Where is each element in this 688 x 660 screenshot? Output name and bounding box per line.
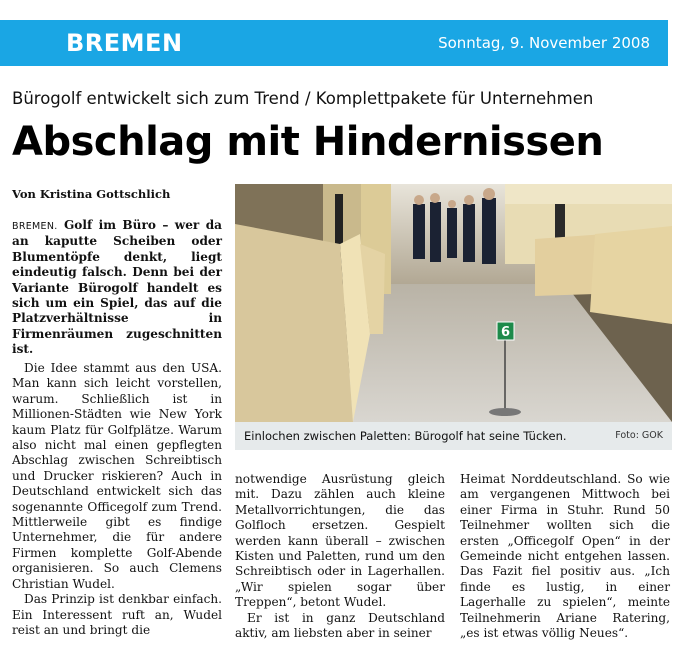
paragraph: notwendige Ausrüstung gleich mit. Dazu zählen auch kleine Metallvorrichtungen, die das Golfloch ersetzen. Gespielt werden kann überall – zwischen Kisten und Paletten, rund um den Schreibtisch oder in Lagerhallen. „Wir spielen sogar über Treppen“, betont Wudel. <box>235 472 445 610</box>
photo-caption-bar <box>235 422 672 450</box>
article-photo <box>235 184 672 422</box>
headline: Abschlag mit Hindernissen <box>12 119 604 165</box>
paragraph: Heimat Norddeutschland. So wie am vergangenen Mittwoch bei einer Firma in Stuhr. Rund 50 Teilnehmer wollten sich die ersten „Officegolf Open“ in der Gemeinde nicht entgehen lassen. Das Fazit fiel positiv aus. „Ich finde es lustig, in einer Lagerhalle zu spielen“, meinte Teilnehmerin Ariane Ratering, „es ist etwas völlig Neues“. <box>460 472 670 641</box>
byline: Von Kristina Gottschlich <box>12 187 171 201</box>
kicker: Bürogolf entwickelt sich zum Trend / Komplettpakete für Unternehmen <box>12 89 594 108</box>
flag-number: 6 <box>500 325 511 340</box>
dateline: BREMEN. <box>12 221 58 232</box>
column-1 <box>12 361 222 638</box>
warehouse-photo <box>235 184 672 422</box>
column-2 <box>235 472 445 641</box>
photo-credit: Foto: GOK <box>615 430 663 441</box>
issue-date: Sonntag, 9. November 2008 <box>438 34 650 52</box>
column-3 <box>460 472 670 641</box>
lead-text: Golf im Büro – wer da an kaputte Scheiben oder Blumentöpfe denkt, liegt eindeutig falsch. Denn bei der Variante Bürogolf handelt es sich um ein Spiel, das auf die Platzverhältnisse in Firmenräumen zugeschnitten ist. <box>12 218 222 357</box>
paragraph: Er ist in ganz Deutschland aktiv, am liebsten aber in seiner <box>235 610 445 641</box>
photo-caption: Einlochen zwischen Paletten: Bürogolf hat seine Tücken. <box>244 429 567 443</box>
paragraph: Das Prinzip ist denkbar einfach. Ein Interessent ruft an, Wudel reist an und bringt die <box>12 592 222 637</box>
lead-paragraph <box>12 218 222 358</box>
section-banner <box>0 20 668 66</box>
paragraph: Die Idee stammt aus den USA. Man kann sich leicht vorstellen, warum. Schließlich ist in Millionen-Städten wie New York kaum Platz für Golfplätze. Warum also nicht mal einen gepflegten Abschlag zwischen Schreibtisch und Drucker riskieren? Auch in Deutschland entwickelt sich das sogenannte Officegolf zum Trend. Mittlerweile gibt es findige Unternehmer, die für andere Firmen komplette Golf-Abende organisieren. So auch Clemens Christian Wudel. <box>12 361 222 591</box>
section-title: BREMEN <box>66 29 183 57</box>
